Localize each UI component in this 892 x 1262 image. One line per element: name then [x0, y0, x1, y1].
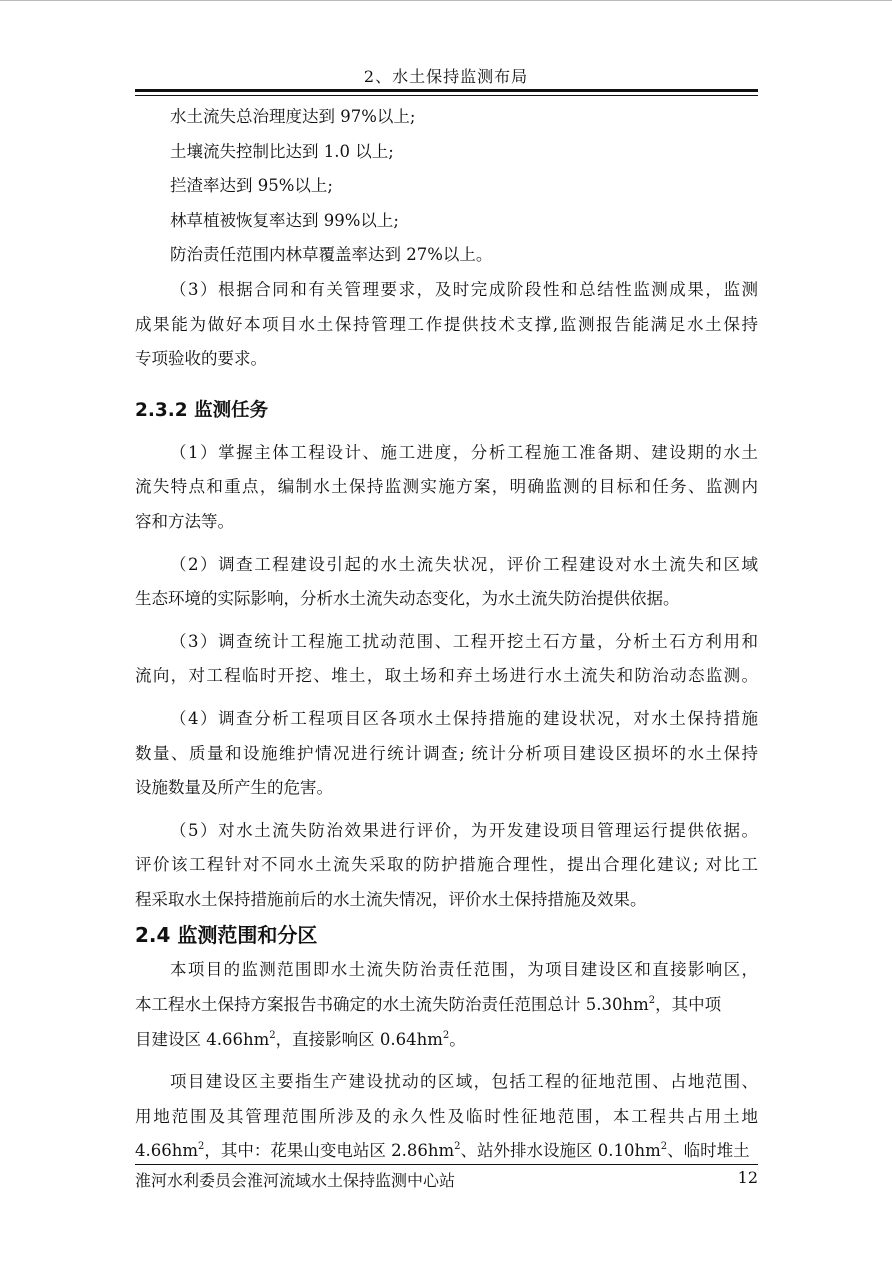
task-2: （2）调查工程建设引起的水土流失状况，评价工程建设对水土流失和区域 生态环境的实际影响，分析水土流失动态变化，为水土流失防治提供依据。: [135, 554, 758, 609]
footer-organization: 淮河水利委员会淮河流域水土保持监测中心站: [135, 1171, 456, 1190]
header-rule-thin: [135, 95, 758, 96]
target-list: [135, 100, 758, 273]
page-edge: [0, 0, 892, 1]
target-item: 水土流失总治理度达到 97%以上;: [170, 107, 416, 126]
header-rule-thick: [135, 89, 758, 92]
target-item: 防治责任范围内林草覆盖率达到 27%以上。: [170, 245, 493, 265]
paragraph-3: （3）根据合同和有关管理要求，及时完成阶段性和总结性监测成果，监测 成果能为做好本项目水土保持管理工作提供技术支撑,监测报告能满足水土保持 专项验收的要求。: [135, 279, 758, 369]
task-5: （5）对水土流失防治效果进行评价，为开发建设项目管理运行提供依据。 评价该工程针对不同水土流失采取的防护措施合理性，提出合理化建议; 对比工 程采取水土保持措施前后的水土流失情况，评价水土保持措施及效果。: [135, 820, 758, 909]
target-item: 拦渣率达到 95%以上;: [170, 176, 333, 196]
page-body: [135, 100, 758, 1169]
target-item: 土壤流失控制比达到 1.0 以上;: [170, 141, 394, 161]
task-3: （3）调查统计工程施工扰动范围、工程开挖土石方量，分析土石方利用和 流向，对工程临时开挖、堆土，取土场和弃土场进行水土流失和防治动态监测。: [135, 631, 758, 686]
section-heading-2-4: 2.4 监测范围和分区: [135, 923, 318, 948]
task-1: （1）掌握主体工程设计、施工进度，分析工程施工准备期、建设期的水土 流失特点和重点，编制水土保持监测实施方案，明确监测的目标和任务、监测内 容和方法等。: [135, 442, 758, 531]
scope-paragraph: 本项目的监测范围即水土流失防治责任范围，为项目建设区和直接影响区， 本工程水土保持方案报告书确定的水土流失防治责任范围总计 $5.30hm^2$，其中项 目建设区 $4.66hm^2$，直接影响区 $0.64hm^2$。: [135, 960, 758, 1049]
page-number: 12: [737, 1168, 758, 1187]
target-item: 林草植被恢复率达到 99%以上;: [170, 210, 399, 230]
section-heading-2-3-2: 2.3.2 监测任务: [135, 399, 269, 421]
running-header: 2、水土保持监测布局: [363, 67, 529, 86]
task-4: （4）调查分析工程项目区各项水土保持措施的建设状况，对水土保持措施 数量、质量和设施维护情况进行统计调查; 统计分析项目建设区损坏的水土保持 设施数量及所产生的危害。: [135, 708, 758, 798]
area-paragraph: 项目建设区主要指生产建设扰动的区域，包括工程的征地范围、占地范围、 用地范围及其管理范围所涉及的永久性及临时性征地范围，本工程共占用土地 $4.66hm^2$，其中：花果山变电站区 $2.86hm^2$、站外排水设施区 $0.10hm^2$、临时堆土: [135, 1072, 758, 1161]
footer-rule: [135, 1164, 758, 1165]
